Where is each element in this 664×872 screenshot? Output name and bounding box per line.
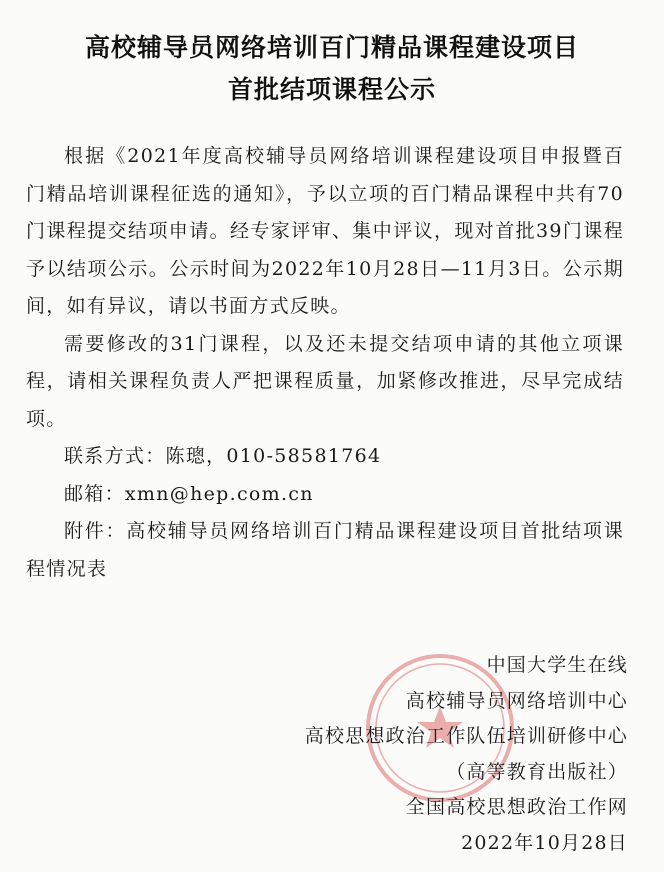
doc-body [26, 138, 624, 588]
signature-date: 2022年10月28日 [461, 831, 628, 854]
email-line: 邮箱：xmn@hep.com.cn [64, 482, 314, 505]
signature-block [305, 648, 628, 861]
paragraph-revision: 需要修改的31门课程，以及还未提交结项申请的其他立项课程，请相关课程负责人严把课程质量，加紧修改推进，尽早完成结项。 [26, 332, 624, 430]
attachment-line: 附件：高校辅导员网络培训百门精品课程建设项目首批结项课程情况表 [26, 520, 624, 580]
doc-title-line1: 高校辅导员网络培训百门精品课程建设项目 [84, 33, 579, 62]
signature-org-1: 中国大学生在线 [486, 654, 628, 676]
contact-line: 联系方式：陈璁，010-58581764 [64, 445, 382, 467]
signature-org-5: 全国高校思想政治工作网 [405, 796, 628, 818]
signature-org-4: （高等教育出版社） [446, 760, 628, 783]
signature-org-2: 高校辅导员网络培训中心 [405, 689, 628, 712]
paragraph-notice: 根据《2021年度高校辅导员网络培训课程建设项目申报暨百门精品培训课程征选的通知》，予以立项的百门精品课程中共有70门课程提交结项申请。经专家评审、集中评议，现对首批39门课程予以结项公示。公示时间为2022年10月28日—11月3日。公示期间，如有异议，请以书面方式反映。 [26, 145, 624, 317]
doc-title-line2: 首批结项课程公示 [227, 75, 436, 104]
signature-org-3: 高校思想政治工作队伍培训研修中心 [304, 725, 628, 747]
